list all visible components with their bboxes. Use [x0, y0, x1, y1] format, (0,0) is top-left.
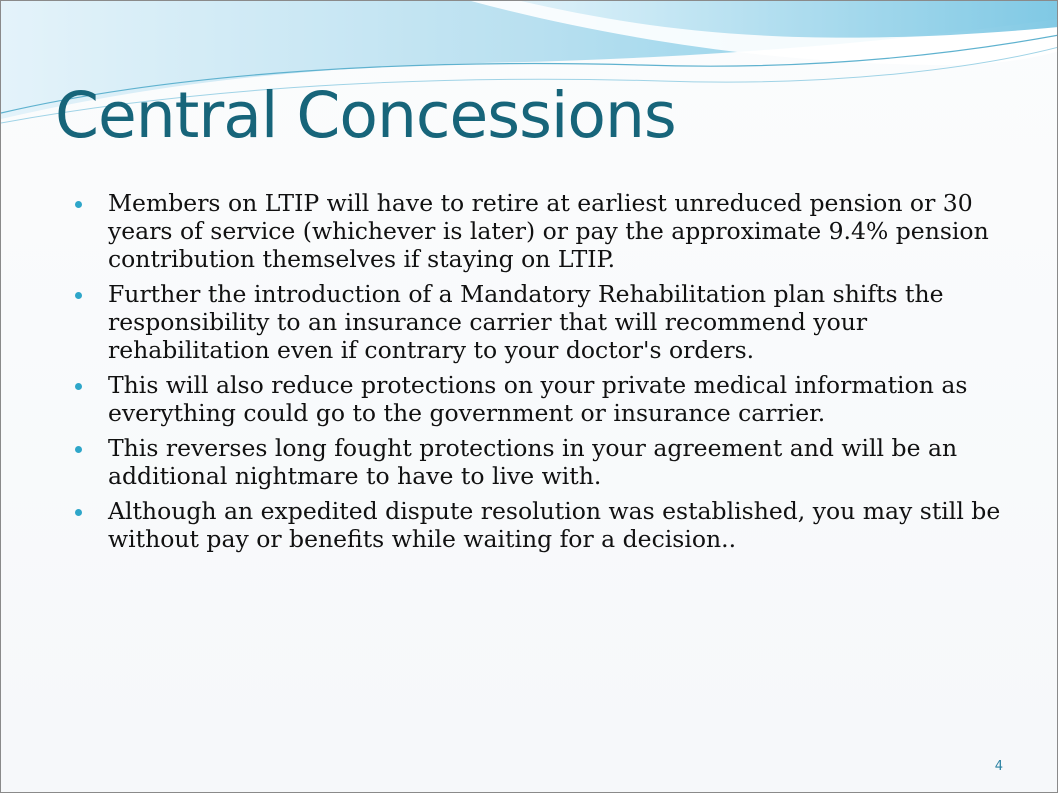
slide-title: Central Concessions: [55, 79, 676, 152]
bullet-text: This reverses long fought protections in your agreement and will be an additional nightmare to have to live with.: [108, 434, 958, 490]
bullet-item: [73, 497, 1013, 553]
bullet-text: This will also reduce protections on your private medical information as everything could go to the government or insurance carrier.: [108, 371, 968, 427]
bullet-list: [73, 189, 1013, 560]
bullet-dot-icon: [75, 383, 82, 390]
bullet-item: [73, 371, 1013, 427]
bullet-dot-icon: [75, 201, 82, 208]
bullet-item: [73, 434, 1013, 490]
bullet-text: Further the introduction of a Mandatory Rehabilitation plan shifts the responsibility to an insurance carrier that will recommend your rehabilitation even if contrary to your doctor's orders.: [108, 280, 944, 364]
bullet-dot-icon: [75, 292, 82, 299]
page-number: 4: [994, 759, 1003, 774]
bullet-dot-icon: [75, 509, 82, 516]
bullet-dot-icon: [75, 446, 82, 453]
bullet-text: Members on LTIP will have to retire at earliest unreduced pension or 30 years of service (whichever is later) or pay the approximate 9.4% pension contribution themselves if staying on LTIP.: [108, 189, 989, 273]
bullet-text: Although an expedited dispute resolution was established, you may still be without pay or benefits while waiting for a decision..: [108, 497, 1001, 553]
bullet-item: [73, 280, 1013, 364]
bullet-item: [73, 189, 1013, 273]
